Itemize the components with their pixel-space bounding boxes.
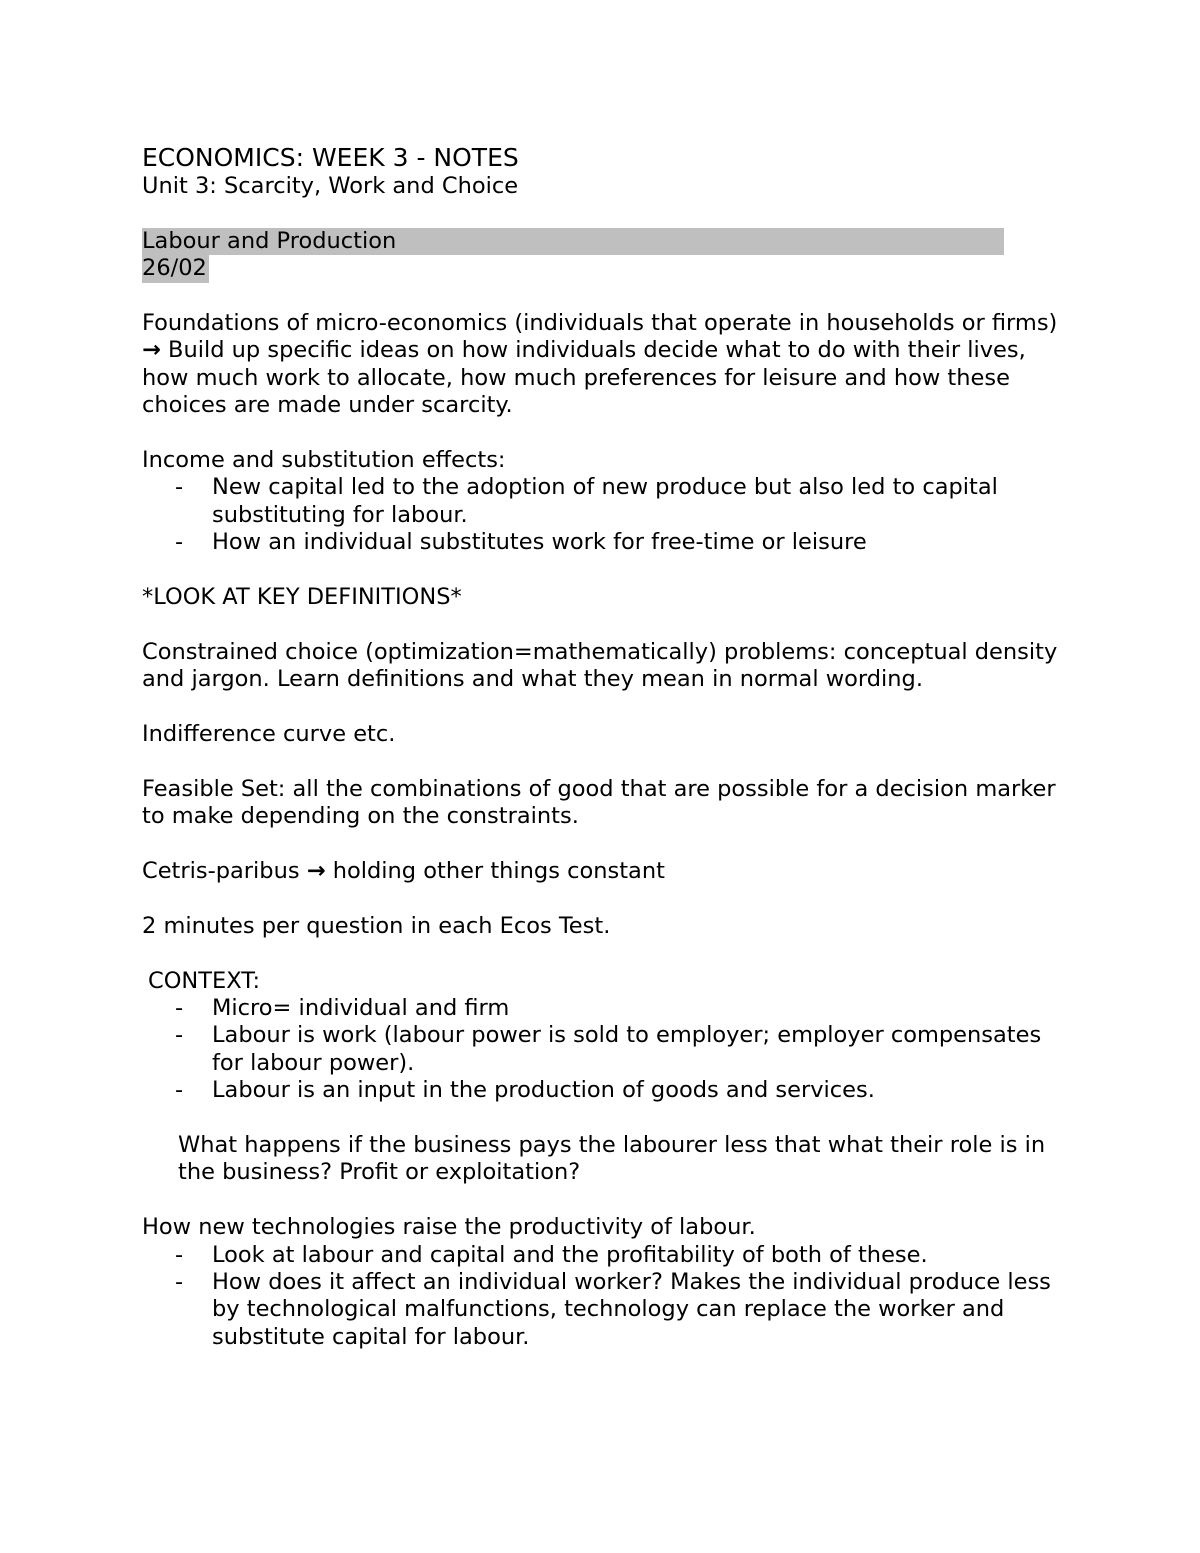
spacer	[142, 1187, 1072, 1214]
list-item-text: How an individual substitutes work for free-time or leisure	[212, 529, 867, 556]
spacer	[142, 200, 1072, 227]
minutes-paragraph: 2 minutes per question in each Ecos Test.	[142, 912, 611, 939]
section-date: 26/02	[142, 255, 207, 282]
spacer	[142, 557, 1072, 584]
spacer	[142, 694, 1072, 721]
context-list	[142, 995, 1072, 1105]
spacer	[142, 940, 1072, 967]
dash-bullet: -	[175, 529, 184, 556]
list-item	[142, 995, 1072, 1022]
list-item-text: Labour is work (labour power is sold to employer; employer compensates for labour power).	[212, 1022, 1042, 1076]
dash-bullet: -	[175, 474, 184, 501]
highlighted-section-header	[142, 228, 1072, 283]
constrained-choice-paragraph: Constrained choice (optimization=mathematically) problems: conceptual density and jargon. Learn definitions and what they mean in normal wording.	[142, 638, 1058, 693]
document-title: ECONOMICS: WEEK 3 - NOTES	[142, 143, 519, 172]
list-item-text: Micro= individual and firm	[212, 995, 510, 1022]
document-page	[142, 142, 1072, 1351]
list-item-text: Look at labour and capital and the profitability of both of these.	[212, 1241, 928, 1268]
list-item	[142, 1242, 1072, 1269]
income-heading: Income and substitution effects:	[142, 447, 506, 474]
dash-bullet: -	[175, 1269, 184, 1296]
context-question: What happens if the business pays the labourer less that what their role is in the business? Profit or exploitation?	[178, 1132, 1046, 1186]
dash-bullet: -	[175, 1241, 184, 1268]
dash-bullet: -	[175, 1022, 184, 1049]
context-heading: CONTEXT:	[148, 967, 261, 994]
dash-bullet: -	[175, 995, 184, 1022]
cetris-definition: holding other things constant	[332, 858, 665, 885]
list-item-text: Labour is an input in the production of goods and services.	[212, 1077, 875, 1104]
list-item-text: How does it affect an individual worker? Makes the individual produce less by technological malfunctions, technology can replace the worker and substitute capital for labour.	[212, 1269, 1051, 1350]
spacer	[142, 748, 1072, 775]
list-item-text: New capital led to the adoption of new produce but also led to capital substituting for labour.	[212, 474, 998, 528]
arrow-icon: →	[142, 337, 161, 364]
document-subtitle: Unit 3: Scarcity, Work and Choice	[142, 173, 519, 199]
spacer	[142, 420, 1072, 447]
technologies-heading: How new technologies raise the productivity of labour.	[142, 1214, 756, 1241]
foundations-detail: Build up specific ideas on how individuals decide what to do with their lives, how much work to allocate, how much preferences for leisure and how these choices are made under scarcity.	[142, 337, 1026, 419]
income-list	[142, 474, 1072, 556]
list-item	[142, 1269, 1072, 1351]
spacer	[142, 611, 1072, 638]
section-heading: Labour and Production	[142, 228, 1004, 255]
arrow-icon: →	[306, 858, 326, 885]
list-item	[142, 474, 1072, 529]
technologies-list	[142, 1242, 1072, 1352]
cetris-term: Cetris-paribus	[142, 858, 300, 885]
spacer	[142, 885, 1072, 912]
spacer	[142, 283, 1072, 310]
indifference-paragraph: Indifference curve etc.	[142, 721, 396, 748]
spacer	[142, 831, 1072, 858]
list-item	[142, 529, 1072, 556]
dash-bullet: -	[175, 1077, 184, 1104]
foundations-paragraph: Foundations of micro-economics (individuals that operate in households or firms)	[142, 310, 1058, 336]
cetris-paribus-paragraph	[142, 858, 1072, 885]
list-item	[142, 1077, 1072, 1104]
spacer	[142, 1105, 1072, 1132]
foundations-arrow-paragraph	[142, 337, 1072, 419]
key-definitions-note: *LOOK AT KEY DEFINITIONS*	[142, 584, 462, 611]
list-item	[142, 1022, 1072, 1077]
feasible-set-paragraph: Feasible Set: all the combinations of good that are possible for a decision marker to make depending on the constraints.	[142, 775, 1056, 830]
